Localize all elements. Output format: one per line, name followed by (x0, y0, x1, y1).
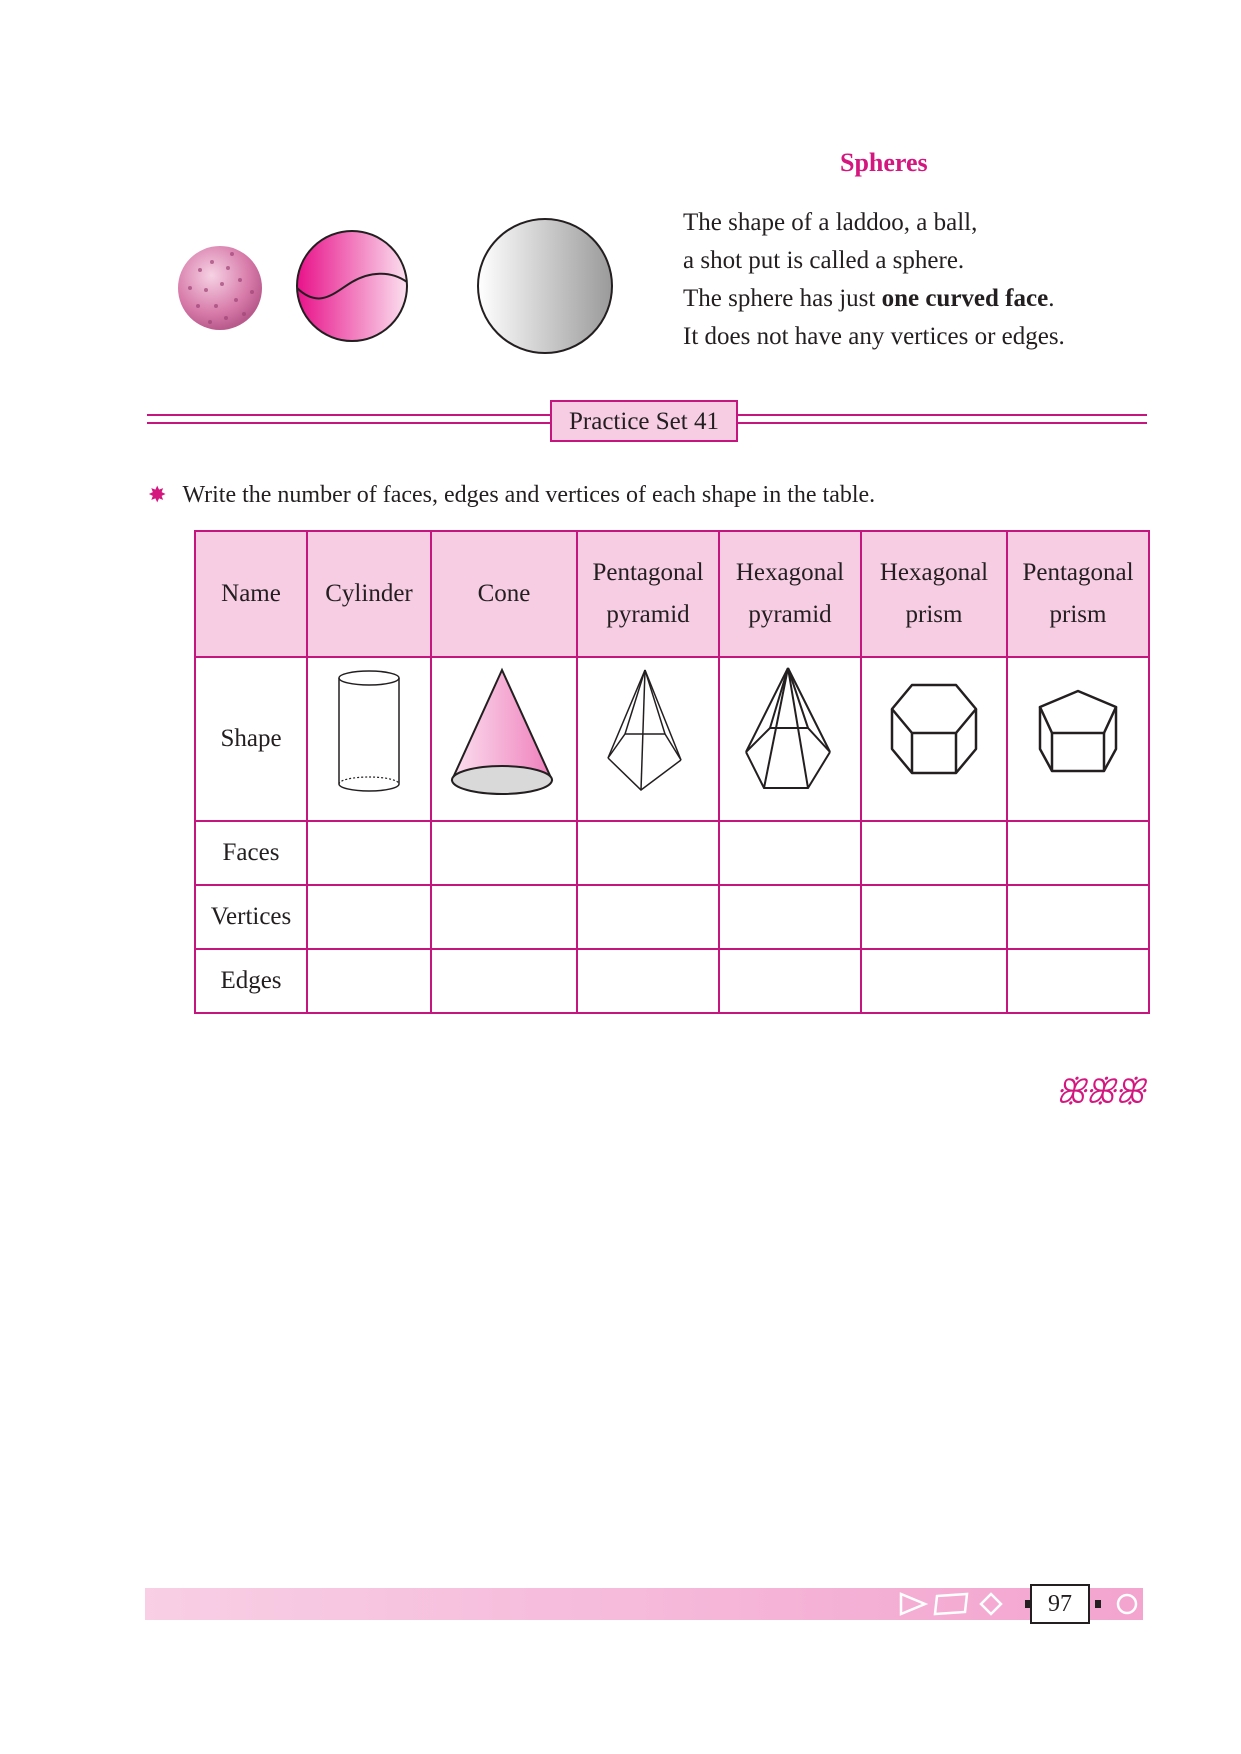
table-row-name (195, 531, 1149, 657)
hexagonal-pyramid-icon (742, 662, 838, 802)
pentagonal-prism-icon (1030, 677, 1126, 787)
column-header-hexagonal-prism (861, 531, 1007, 657)
answer-cell[interactable] (861, 885, 1007, 949)
column-header-line: Hexagonal (879, 559, 989, 586)
emphasis-curved-face: one curved face (881, 285, 1049, 312)
hexagonal-prism-icon (884, 677, 984, 787)
page-number: 97 (1030, 1584, 1090, 1624)
answer-cell[interactable] (1007, 949, 1149, 1013)
sphere-description (683, 204, 1065, 356)
column-header-line: pyramid (748, 601, 832, 628)
answer-cell[interactable] (307, 885, 431, 949)
row-label-name: Name (195, 531, 307, 657)
answer-cell[interactable] (577, 821, 719, 885)
instruction (148, 482, 875, 509)
ball-icon (297, 231, 407, 341)
cylinder-icon (329, 662, 409, 802)
column-header-cylinder (307, 531, 431, 657)
column-header-line: prism (1049, 601, 1107, 628)
sphere-pictures (170, 210, 620, 360)
answer-cell[interactable] (719, 949, 861, 1013)
answer-cell[interactable] (307, 949, 431, 1013)
table-row-faces (195, 821, 1149, 885)
sphere-line-3-end: . (1048, 285, 1055, 312)
shape-cell-hexagonal-pyramid (719, 657, 861, 821)
row-label-shape: Shape (195, 657, 307, 821)
row-label-faces: Faces (195, 821, 307, 885)
column-header-cone (431, 531, 577, 657)
answer-cell[interactable] (719, 821, 861, 885)
practice-set-band (147, 400, 1147, 450)
row-label-edges: Edges (195, 949, 307, 1013)
answer-cell[interactable] (1007, 821, 1149, 885)
footer-shapes-icon (895, 1588, 1141, 1620)
column-header-line: pyramid (606, 601, 690, 628)
instruction-text: Write the number of faces, edges and vertices of each shape in the table. (182, 482, 876, 508)
bullet-star-icon: ✸ (148, 482, 167, 507)
laddoo-icon (178, 246, 262, 330)
column-header-line: Hexagonal (735, 559, 845, 586)
column-header-line: Pentagonal (1022, 559, 1134, 586)
sphere-line-1: The shape of a laddoo, a ball, (683, 209, 978, 236)
shape-cell-pentagonal-pyramid (577, 657, 719, 821)
column-header-line: Cone (477, 580, 531, 607)
shape-cell-pentagonal-prism (1007, 657, 1149, 821)
sphere-line-4: It does not have any vertices or edges. (683, 323, 1065, 350)
answer-cell[interactable] (719, 885, 861, 949)
answer-cell[interactable] (431, 821, 577, 885)
answer-cell[interactable] (431, 949, 577, 1013)
section-title-spheres: Spheres (840, 148, 928, 177)
answer-cell[interactable] (1007, 885, 1149, 949)
table-row-vertices (195, 885, 1149, 949)
column-header-line: prism (905, 601, 963, 628)
answer-cell[interactable] (431, 885, 577, 949)
end-ornament-icon: ꕥꕥꕥ (1055, 1072, 1144, 1112)
answer-cell[interactable] (577, 949, 719, 1013)
cone-icon (444, 662, 564, 802)
shape-cell-cylinder (307, 657, 431, 821)
answer-cell[interactable] (307, 821, 431, 885)
pentagonal-pyramid-icon (603, 662, 693, 802)
shot-put-icon (478, 219, 612, 353)
column-header-line: Pentagonal (592, 559, 704, 586)
answer-cell[interactable] (861, 949, 1007, 1013)
shape-cell-cone (431, 657, 577, 821)
sphere-line-3 (683, 280, 1065, 318)
table-row-edges (195, 949, 1149, 1013)
practice-set-label: Practice Set 41 (550, 400, 738, 442)
shapes-table (194, 530, 1150, 1014)
answer-cell[interactable] (577, 885, 719, 949)
row-label-vertices: Vertices (195, 885, 307, 949)
column-header-line: Cylinder (325, 580, 413, 607)
shape-cell-hexagonal-prism (861, 657, 1007, 821)
column-header-hexagonal-pyramid (719, 531, 861, 657)
column-header-pentagonal-prism (1007, 531, 1149, 657)
sphere-line-3-start: The sphere has just (683, 285, 882, 312)
table-row-shape (195, 657, 1149, 821)
column-header-pentagonal-pyramid (577, 531, 719, 657)
answer-cell[interactable] (861, 821, 1007, 885)
sphere-line-2: a shot put is called a sphere. (683, 247, 965, 274)
